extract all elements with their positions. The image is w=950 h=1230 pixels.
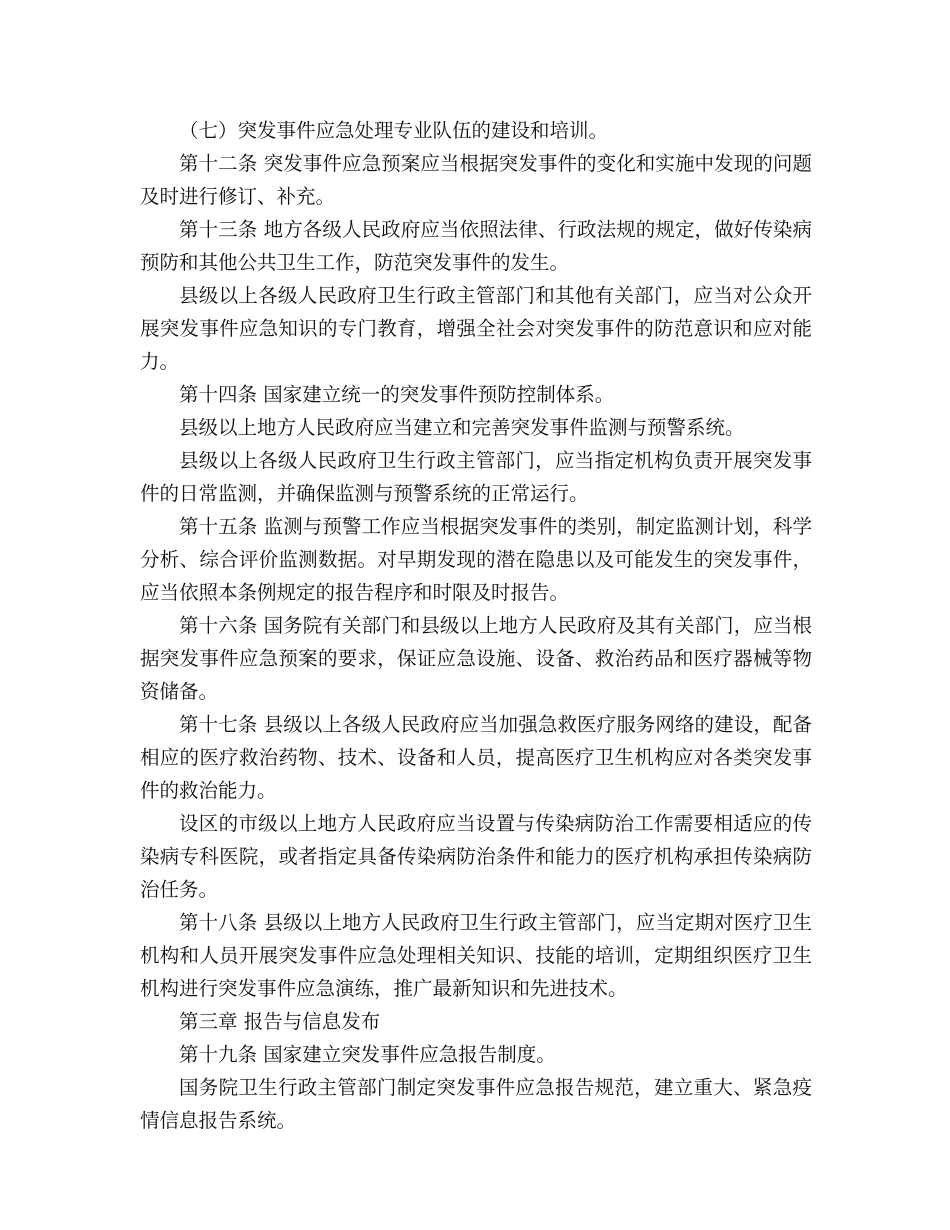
paragraph-9: 第十六条 国务院有关部门和县级以上地方人民政府及其有关部门，应当根据突发事件应急预案的要求，保证应急设施、设备、救治药品和医疗器械等物资储备。 (140, 614, 812, 703)
document-body (140, 114, 812, 1137)
chapter-heading: 第三章 报告与信息发布 (179, 1010, 381, 1033)
paragraph-7: 县级以上各级人民政府卫生行政主管部门，应当指定机构负责开展突发事件的日常监测，并确保监测与预警系统的正常运行。 (140, 449, 812, 505)
paragraph-12: 第十八条 县级以上地方人民政府卫生行政主管部门，应当定期对医疗卫生机构和人员开展突发事件应急处理相关知识、技能的培训，定期组织医疗卫生机构进行突发事件应急演练，推广最新知识和先进技术。 (140, 911, 812, 1000)
paragraph-13: 第十九条 国家建立突发事件应急报告制度。 (179, 1043, 556, 1066)
paragraph-6: 县级以上地方人民政府应当建立和完善突发事件监测与预警系统。 (179, 416, 745, 439)
paragraph-3: 第十三条 地方各级人民政府应当依照法律、行政法规的规定，做好传染病预防和其他公共卫生工作，防范突发事件的发生。 (140, 218, 812, 274)
paragraph-5: 第十四条 国家建立统一的突发事件预防控制体系。 (179, 383, 615, 406)
paragraph-11: 设区的市级以上地方人民政府应当设置与传染病防治工作需要相适应的传染病专科医院，或者指定具备传染病防治条件和能力的医疗机构承担传染病防治任务。 (140, 812, 812, 901)
paragraph-8: 第十五条 监测与预警工作应当根据突发事件的类别，制定监测计划，科学分析、综合评价监测数据。对早期发现的潜在隐患以及可能发生的突发事件，应当依照本条例规定的报告程序和时限及时报告。 (140, 515, 812, 604)
paragraph-1: （七）突发事件应急处理专业队伍的建设和培训。 (179, 119, 609, 142)
paragraph-4: 县级以上各级人民政府卫生行政主管部门和其他有关部门，应当对公众开展突发事件应急知识的专门教育，增强全社会对突发事件的防范意识和应对能力。 (140, 284, 812, 373)
paragraph-2: 第十二条 突发事件应急预案应当根据突发事件的变化和实施中发现的问题及时进行修订、补充。 (140, 152, 812, 208)
paragraph-10: 第十七条 县级以上各级人民政府应当加强急救医疗服务网络的建设，配备相应的医疗救治药物、技术、设备和人员，提高医疗卫生机构应对各类突发事件的救治能力。 (140, 713, 812, 802)
paragraph-14: 国务院卫生行政主管部门制定突发事件应急报告规范，建立重大、紧急疫情信息报告系统。 (140, 1076, 812, 1132)
